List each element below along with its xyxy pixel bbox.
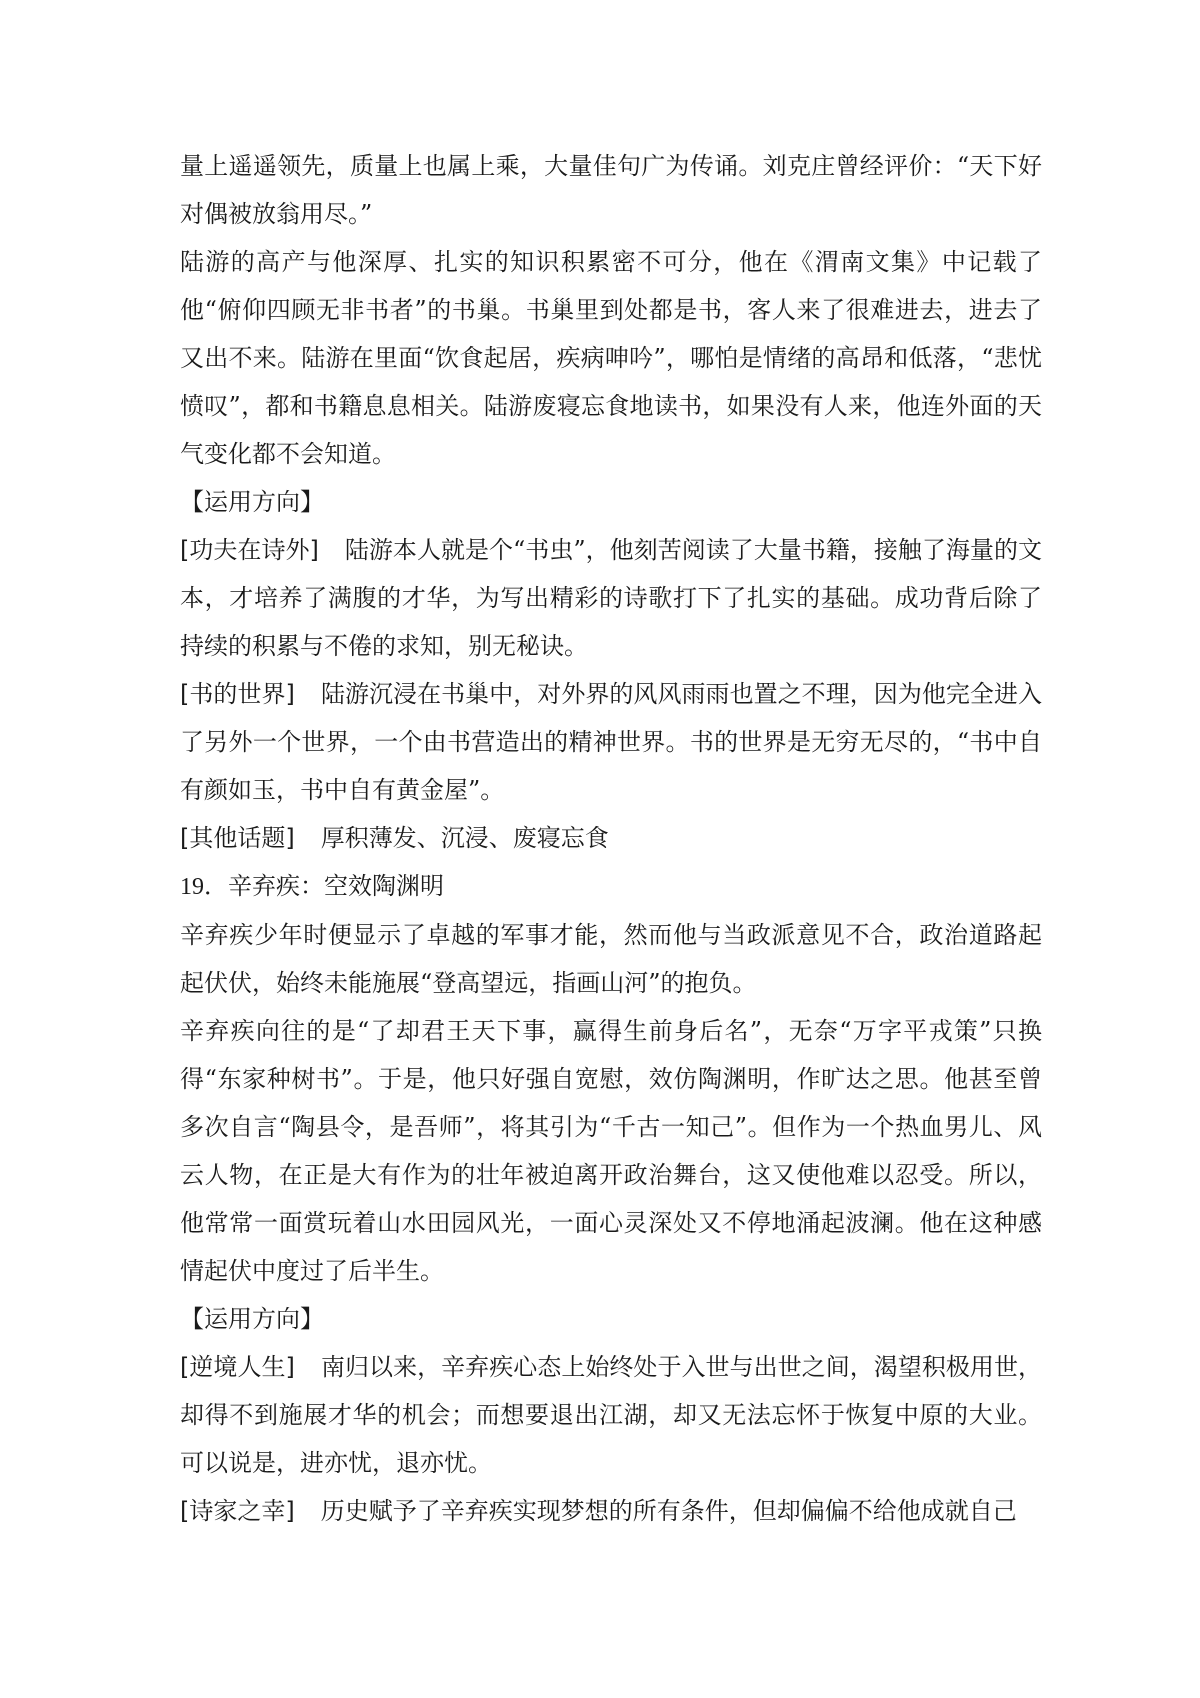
topic-text: 厚积薄发、沉浸、废寝忘食 xyxy=(320,824,609,852)
topic-item-other xyxy=(180,814,1042,862)
topic-text: 历史赋予了辛弃疾实现梦想的所有条件，但却偏偏不给他成就自己 xyxy=(320,1497,1017,1525)
paragraph-xin-qiji-tao: 辛弃疾向往的是“了却君王天下事，赢得生前身后名”，无奈“万字平戎策”只换得“东家种树书”。于是，他只好强自宽慰，效仿陶渊明，作旷达之思。他甚至曾多次自言“陶县令，是吾师”，将其引为“千古一知己”。但作为一个热血男儿、风云人物，在正是大有作为的壮年被迫离开政治舞台，这又使他难以忍受。所以，他常常一面赏玩着山水田园风光，一面心灵深处又不停地涌起波澜。他在这种感情起伏中度过了后半生。 xyxy=(180,1017,1042,1285)
topic-text: 南归以来，辛弃疾心态上始终处于入世与出世之间，渴望积极用世，却得不到施展才华的机会；而想要退出江湖，却又无法忘怀于恢复中原的大业。可以说是，进亦忧，退亦忧。 xyxy=(180,1353,1043,1477)
section-title-text: 辛弃疾：空效陶渊明 xyxy=(228,872,444,900)
section-title-19 xyxy=(180,862,1042,911)
paragraph-lu-you-quantity: 量上遥遥领先，质量上也属上乘，大量佳句广为传诵。刘克庄曾经评价：“天下好对偶被放翁用尽。” xyxy=(180,152,1042,228)
topic-item-adversity xyxy=(180,1343,1042,1487)
topic-tag: [逆境人生] xyxy=(180,1353,295,1381)
topic-text: 陆游本人就是个“书虫”，他刻苦阅读了大量书籍，接触了海量的文本，才培养了满腹的才华，为写出精彩的诗歌打下了扎实的基础。成功背后除了持续的积累与不倦的求知，别无秘诀。 xyxy=(180,536,1042,660)
section-number: 19． xyxy=(180,874,228,900)
topic-item-book-world xyxy=(180,670,1042,814)
topic-tag: [诗家之幸] xyxy=(180,1497,295,1525)
document-page xyxy=(180,142,1042,1535)
topic-item-poet-fortune xyxy=(180,1487,1042,1535)
topic-tag: [其他话题] xyxy=(180,824,295,852)
heading-application-direction-2: 【运用方向】 xyxy=(180,1305,324,1333)
topic-tag: [功夫在诗外] xyxy=(180,536,319,564)
topic-item-kungfu xyxy=(180,526,1042,670)
heading-application-direction-1: 【运用方向】 xyxy=(180,488,324,516)
topic-tag: [书的世界] xyxy=(180,680,295,708)
paragraph-xin-qiji-youth: 辛弃疾少年时便显示了卓越的军事才能，然而他与当政派意见不合，政治道路起起伏伏，始终未能施展“登高望远，指画山河”的抱负。 xyxy=(180,921,1042,997)
paragraph-lu-you-book-nest: 陆游的高产与他深厚、扎实的知识积累密不可分，他在《渭南文集》中记载了他“俯仰四顾无非书者”的书巢。书巢里到处都是书，客人来了很难进去，进去了又出不来。陆游在里面“饮食起居，疾病呻吟”，哪怕是情绪的高昂和低落，“悲忧愤叹”，都和书籍息息相关。陆游废寝忘食地读书，如果没有人来，他连外面的天气变化都不会知道。 xyxy=(180,248,1042,468)
topic-text: 陆游沉浸在书巢中，对外界的风风雨雨也置之不理，因为他完全进入了另外一个世界，一个由书营造出的精神世界。书的世界是无穷无尽的，“书中自有颜如玉，书中自有黄金屋”。 xyxy=(180,680,1043,804)
